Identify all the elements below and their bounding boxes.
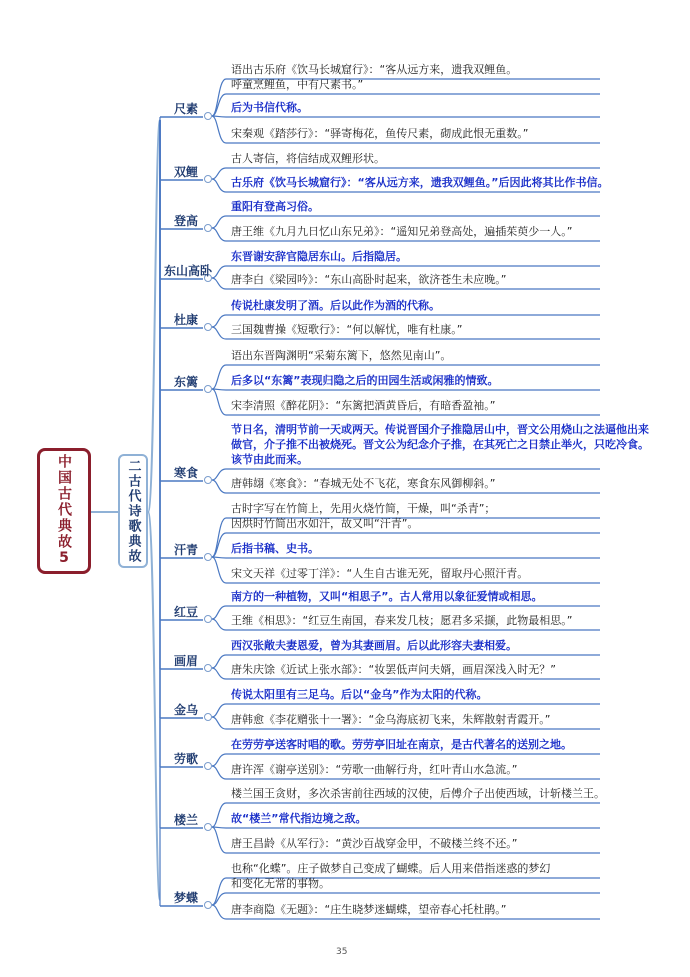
leaf-branch — [212, 557, 600, 558]
term-label: 梦蝶 — [173, 891, 198, 905]
definition-line: 古乐府《饮马长城窟行》：“客从远方来，遗我双鲤鱼。”后因此将其比作书信。 — [231, 176, 609, 189]
quote-line: 唐许浑《谢亭送别》：“劳歌一曲解行舟，红叶青山水急流。” — [231, 763, 518, 776]
root-title: 中国古代典故5 — [56, 454, 72, 568]
quote-line: 王维《相思》：“红豆生南国，春来发几枝；愿君多采撷，此物最相思。” — [231, 614, 573, 627]
definition-line: 故“楼兰”常代指边境之敌。 — [231, 812, 367, 825]
quote-line: 语出东晋陶渊明“采菊东篱下，悠然见南山”。 — [231, 349, 452, 362]
term-label: 杜康 — [173, 313, 198, 327]
term-label: 东篱 — [173, 375, 198, 389]
definition-line: 重阳有登高习俗。 — [231, 200, 319, 213]
definition-line: 后为书信代称。 — [231, 101, 308, 114]
quote-line: 也称“化蝶”。庄子做梦自己变成了蝴蝶。后人用来借指迷惑的梦幻 — [231, 862, 551, 875]
definition-line: 传说太阳里有三足乌。后以“金乌”作为太阳的代称。 — [231, 688, 488, 701]
collapse-toggle-icon — [205, 113, 212, 120]
page-number: 35 — [336, 947, 348, 957]
quote-line: 唐王昌龄《从军行》：“黄沙百战穿金甲，不破楼兰终不还。” — [231, 837, 518, 850]
definition-line: 在劳劳亭送客时唱的歌。劳劳亭旧址在南京，是古代著名的送别之地。 — [231, 738, 572, 751]
quote-line: 楼兰国王贪财，多次杀害前往西域的汉使，后傅介子出使西域，计斩楼兰王。 — [231, 787, 605, 800]
term-label: 登高 — [173, 214, 198, 228]
collapse-toggle-icon — [205, 763, 212, 770]
definition-line: 传说杜康发明了酒。后以此作为酒的代称。 — [231, 299, 440, 312]
quote-line: 宋李清照《醉花阴》：“东篱把酒黄昏后，有暗香盈袖。” — [231, 399, 496, 412]
term-label: 寒食 — [173, 466, 198, 480]
collapse-toggle-icon — [205, 824, 212, 831]
quote-line: 唐韩愈《李花赠张十一署》：“金乌海底初飞来，朱辉散射青霞开。” — [231, 713, 551, 726]
collapse-toggle-icon — [205, 176, 212, 183]
quote-line: 宋文天祥《过零丁洋》：“人生自古谁无死，留取丹心照汗青。 — [231, 567, 529, 580]
quote-line: 因烘时竹简出水如汗，故又叫“汗青”。 — [231, 517, 419, 530]
quote-line: 和变化无常的事物。 — [231, 877, 330, 890]
leaf-branch — [212, 827, 600, 828]
quote-line: 唐韩翃《寒食》：“春城无处不飞花，寒食东风御柳斜。” — [231, 477, 496, 490]
collapse-toggle-icon — [205, 324, 212, 331]
quote-line: 三国魏曹操《短歌行》：“何以解忧，唯有杜康。” — [231, 323, 463, 336]
collapse-toggle-icon — [205, 616, 212, 623]
definition-line: 东晋谢安辞官隐居东山。后指隐居。 — [231, 250, 407, 263]
term-label: 东山高卧 — [164, 264, 213, 278]
term-label: 劳歌 — [173, 752, 198, 766]
definition-line: 南方的一种植物，又叫“相思子”。古人常用以象征爱情或相思。 — [231, 590, 543, 603]
collapse-toggle-icon — [205, 902, 212, 909]
collapse-toggle-icon — [205, 665, 212, 672]
collapse-toggle-icon — [205, 714, 212, 721]
term-label: 汗青 — [173, 543, 198, 557]
term-label: 双鲤 — [173, 165, 198, 179]
definition-line: 节日名，清明节前一天或两天。传说晋国介子推隐居山中，晋文公用烧山之法逼他出来做官，介子推不出被烧死。晋文公为纪念介子推，在其死亡之日禁止举火，只吃冷食。该节由此而来。 — [231, 423, 649, 466]
root-topic-box — [37, 448, 91, 574]
term-label: 尺素 — [173, 102, 198, 116]
collapse-toggle-icon — [205, 225, 212, 232]
collapse-toggle-icon — [205, 477, 212, 484]
term-label: 红豆 — [173, 605, 198, 619]
leaf-branch — [212, 389, 600, 390]
term-label: 画眉 — [173, 654, 198, 668]
quote-line: 唐王维《九月九日忆山东兄弟》：“遥知兄弟登高处，遍插茱萸少一人。” — [231, 225, 573, 238]
collapse-toggle-icon — [205, 554, 212, 561]
definition-line: 后指书稿、史书。 — [231, 542, 319, 555]
definition-line: 西汉张敞夫妻恩爱，曾为其妻画眉。后以此形容夫妻相爱。 — [231, 639, 517, 652]
quote-line: 古人寄信，将信结成双鲤形状。 — [231, 152, 385, 165]
quote-line: 古时字写在竹简上，先用火烧竹简，干燥，叫“杀青”； — [231, 502, 496, 515]
quote-line: 唐李商隐《无题》：“庄生晓梦迷蝴蝶，望帝春心托杜鹃。” — [231, 903, 507, 916]
term-label: 楼兰 — [173, 813, 198, 827]
quote-line: 宋秦观《踏莎行》：“驿寄梅花，鱼传尺素，砌成此恨无重数。” — [231, 127, 529, 140]
term-label: 金乌 — [173, 703, 198, 717]
quote-line: 呼童烹鲤鱼，中有尺素书。” — [231, 78, 364, 91]
quote-line: 唐朱庆馀《近试上张水部》：“妆罢低声问夫婿，画眉深浅入时无？” — [231, 663, 556, 676]
quote-line: 唐李白《梁园吟》：“东山高卧时起来，欲济苍生未应晚。” — [231, 273, 507, 286]
subtopic-title: 二古代诗歌典故 — [125, 458, 141, 564]
collapse-toggle-icon — [205, 386, 212, 393]
subtopic-box — [118, 454, 148, 568]
quote-line: 语出古乐府《饮马长城窟行》：“客从远方来，遗我双鲤鱼。 — [231, 63, 518, 76]
definition-line: 后多以“东篱”表现归隐之后的田园生活或闲雅的情致。 — [231, 374, 499, 387]
leaf-branch — [212, 116, 600, 117]
